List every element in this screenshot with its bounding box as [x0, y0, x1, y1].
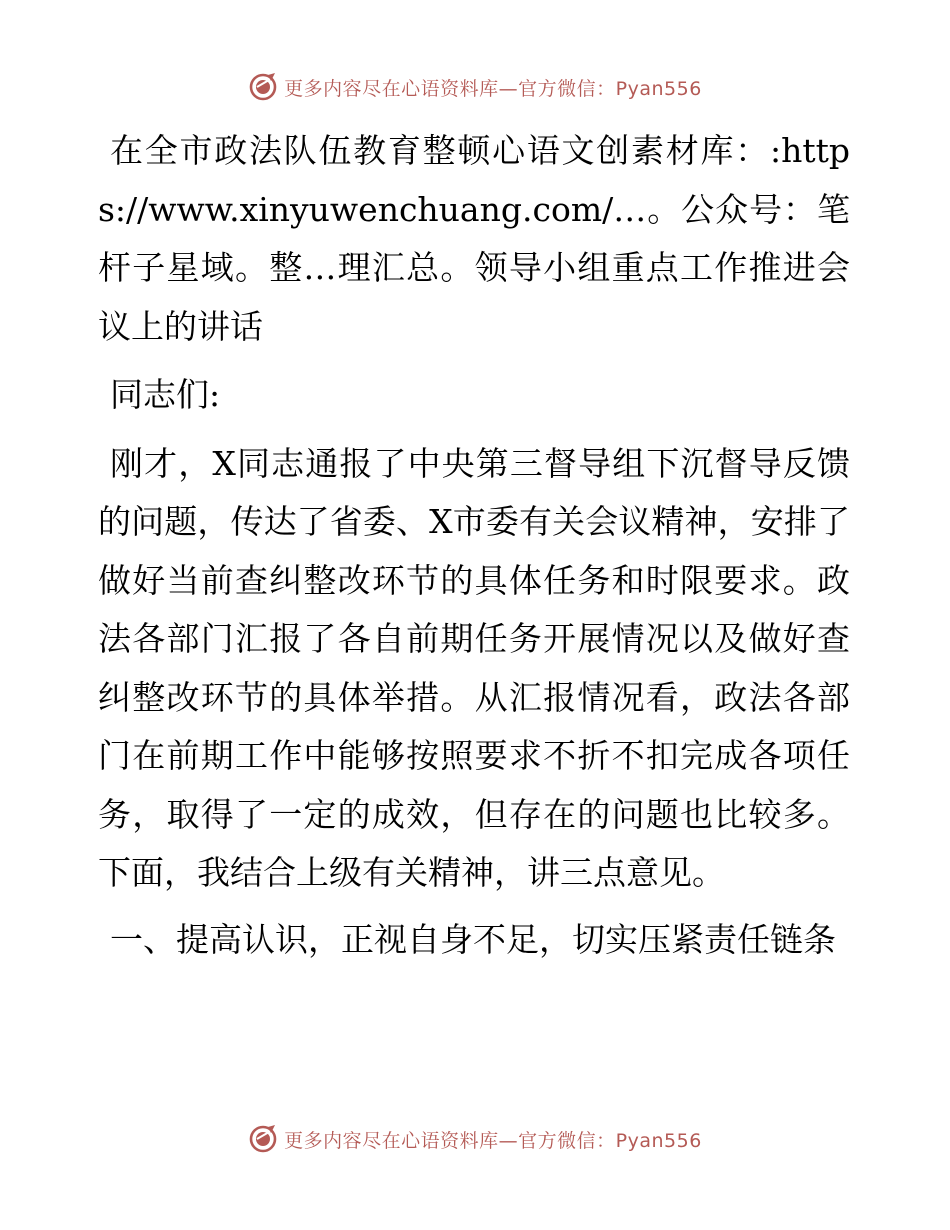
- document-title: 在全市政法队伍教育整顿心语文创素材库：:https://www.xinyuwenchuang.com/…。公众号：笔杆子星域。整…理汇总。领导小组重点工作推进会议上的讲话: [98, 131, 850, 346]
- footer-watermark: [0, 1124, 950, 1154]
- quill-seal-icon: [248, 72, 278, 102]
- document-body: [98, 122, 850, 969]
- header-watermark: [0, 72, 950, 102]
- section-heading: 一、提高认识，正视自身不足，切实压紧责任链条: [110, 919, 836, 959]
- quill-seal-icon: [248, 1124, 278, 1154]
- body-paragraph: 刚才，X同志通报了中央第三督导组下沉督导反馈的问题，传达了省委、X市委有关会议精神，安排了做好当前查纠整改环节的具体任务和时限要求。政法各部门汇报了各自前期任务开展情况以及做好查纠整改环节的具体举措。从汇报情况看，政法各部门在前期工作中能够按照要求不折不扣完成各项任务，取得了一定的成效，但存在的问题也比较多。下面，我结合上级有关精神，讲三点意见。: [98, 443, 850, 892]
- salutation: 同志们:: [110, 375, 221, 414]
- watermark-text: 更多内容尽在心语资料库—官方微信：Pyan556: [284, 1129, 702, 1152]
- watermark-text: 更多内容尽在心语资料库—官方微信：Pyan556: [284, 77, 702, 100]
